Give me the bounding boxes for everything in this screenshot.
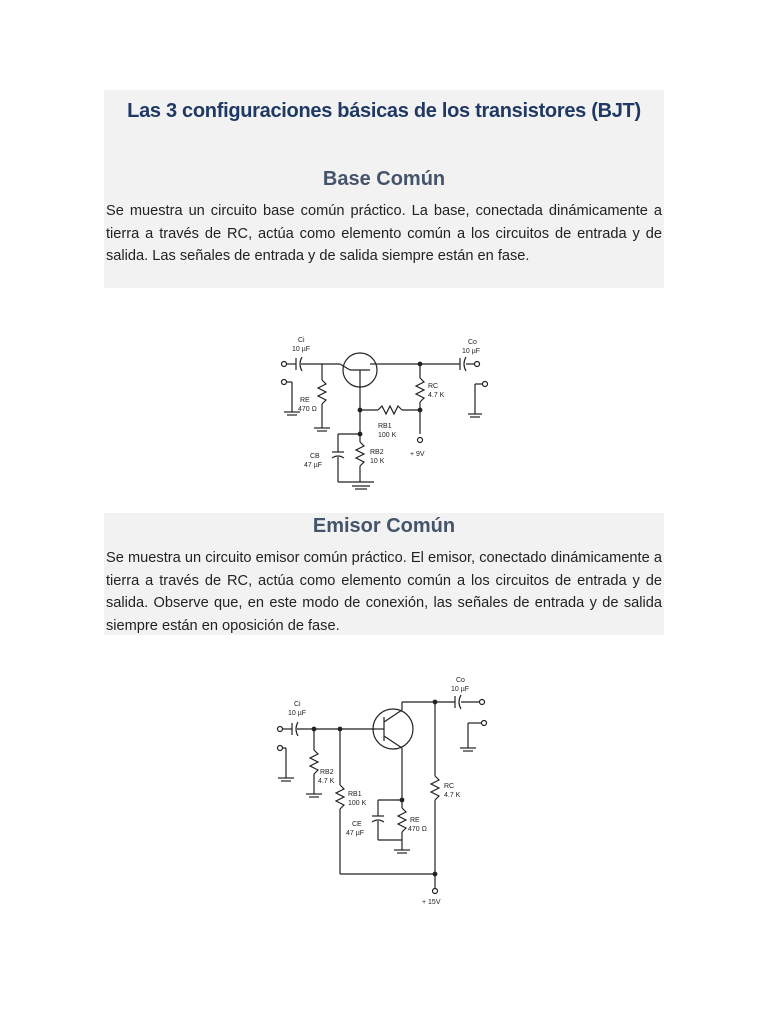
value-co: 10 µF xyxy=(462,348,481,355)
value-rb2-2: 4.7 K xyxy=(318,778,335,785)
label-ci-2: Ci xyxy=(294,701,301,708)
label-rc-2: RC xyxy=(444,783,455,790)
heading-base-comun: Base Común xyxy=(322,168,446,190)
label-rb2-2: RB2 xyxy=(320,769,334,776)
label-cb: CB xyxy=(310,453,320,460)
supply-label-2: + 15V xyxy=(422,899,441,906)
value-rb2: 10 K xyxy=(370,458,385,465)
value-co-2: 10 µF xyxy=(451,686,470,693)
value-rb1: 100 K xyxy=(378,432,397,439)
value-ce-2: 47 µF xyxy=(346,830,365,837)
value-re-2: 470 Ω xyxy=(408,826,427,833)
value-rc: 4.7 K xyxy=(428,392,445,399)
document-title: Las 3 configuraciones básicas de los transistores (BJT) xyxy=(127,100,641,122)
label-re-2: RE xyxy=(410,817,420,824)
circuit-diagram-base-comun xyxy=(270,330,500,500)
value-cb: 47 µF xyxy=(304,462,323,469)
label-co-2: Co xyxy=(456,677,465,684)
section-emisor-comun xyxy=(104,513,664,635)
value-ci: 10 µF xyxy=(292,346,311,353)
value-ci-2: 10 µF xyxy=(288,710,307,717)
value-rb1-2: 100 K xyxy=(348,800,367,807)
label-rb1: RB1 xyxy=(378,423,392,430)
label-re: RE xyxy=(300,397,310,404)
label-rc: RC xyxy=(428,383,439,390)
paragraph-base-comun: Se muestra un circuito base común práctico. La base, conectada dinámicamente a tierra a través de RC, actúa como elemento común a los circuitos de entrada y de salida. Las señales de entrada y de salida siempre están en fase. xyxy=(106,203,662,264)
circuit-diagram-emisor-comun xyxy=(268,670,513,910)
paragraph-emisor-comun: Se muestra un circuito emisor común práctico. El emisor, conectado dinámicamente a tierra a través de RC, actúa como elemento común a los circuitos de entrada y de salida. Observe que, en este modo de conexión, las señales de entrada y de salida siempre están en oposición de fase. xyxy=(106,550,662,634)
label-ci: Ci xyxy=(298,337,305,344)
value-re: 470 Ω xyxy=(298,406,317,413)
section-base-comun xyxy=(104,90,664,288)
label-rb2: RB2 xyxy=(370,449,384,456)
heading-emisor-comun: Emisor Común xyxy=(312,515,456,537)
supply-label: + 9V xyxy=(410,451,425,458)
value-rc-2: 4.7 K xyxy=(444,792,461,799)
input-terminal xyxy=(282,362,287,367)
label-co: Co xyxy=(468,339,477,346)
label-rb1-2: RB1 xyxy=(348,791,362,798)
label-ce-2: CE xyxy=(352,821,362,828)
